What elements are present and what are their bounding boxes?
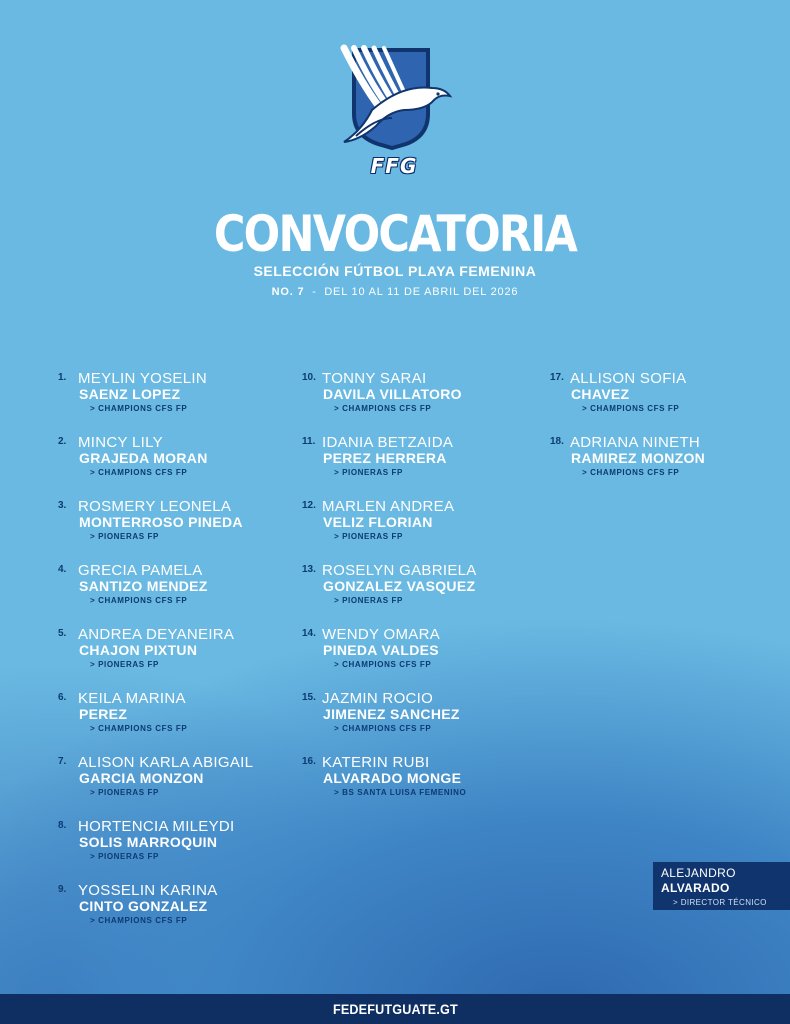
- player-club: > CHAMPIONS CFS FP: [582, 404, 680, 413]
- player-last-name: PEREZ HERRERA: [323, 450, 447, 466]
- player-first-name: WENDY OMARA: [322, 626, 441, 643]
- player-club: > CHAMPIONS CFS FP: [334, 404, 432, 413]
- player-club: > PIONERAS FP: [334, 468, 403, 477]
- player-number: 17.: [550, 372, 564, 383]
- player-first-name: YOSSELIN KARINA: [78, 882, 218, 899]
- player-first-name: ADRIANA NINETH: [570, 434, 701, 451]
- call-number: NO. 7: [271, 286, 305, 298]
- player-last-name: SAENZ LOPEZ: [79, 386, 181, 402]
- player-first-name: MARLEN ANDREA: [322, 498, 455, 515]
- page-subtitle: SELECCIÓN FÚTBOL PLAYA FEMENINA: [253, 263, 537, 279]
- player-number: 18.: [550, 436, 564, 447]
- footer-bar: [0, 994, 790, 1024]
- player-number: 15.: [302, 692, 316, 703]
- player-club: > CHAMPIONS CFS FP: [90, 468, 188, 477]
- player-number: 1.: [58, 372, 67, 383]
- player-number: 14.: [302, 628, 316, 639]
- ffg-logo: [332, 44, 456, 178]
- coach-last-name: ALVARADO: [661, 881, 730, 895]
- player-last-name: VELIZ FLORIAN: [323, 514, 433, 530]
- player-club: > BS SANTA LUISA FEMENINO: [334, 788, 467, 797]
- player-last-name: CINTO GONZALEZ: [79, 898, 208, 914]
- player-club: > CHAMPIONS CFS FP: [582, 468, 680, 477]
- player-last-name: GRAJEDA MORAN: [79, 450, 208, 466]
- player-first-name: MEYLIN YOSELIN: [78, 370, 207, 387]
- player-number: 9.: [58, 884, 67, 895]
- player-number: 13.: [302, 564, 316, 575]
- player-last-name: MONTERROSO PINEDA: [79, 514, 243, 530]
- date-range: DEL 10 AL 11 DE ABRIL DEL 2026: [324, 286, 519, 298]
- logo-text: FFG: [370, 154, 418, 178]
- player-first-name: JAZMIN ROCIO: [322, 690, 434, 707]
- player-last-name: DAVILA VILLATORO: [323, 386, 462, 402]
- player-number: 12.: [302, 500, 316, 511]
- player-number: 2.: [58, 436, 67, 447]
- player-last-name: PINEDA VALDES: [323, 642, 439, 658]
- player-first-name: ANDREA DEYANEIRA: [78, 626, 235, 643]
- footer-website: FEDEFUTGUATE.GT: [332, 1001, 458, 1017]
- player-first-name: ALISON KARLA ABIGAIL: [78, 754, 254, 771]
- player-first-name: GRECIA PAMELA: [78, 562, 203, 579]
- player-club: > PIONERAS FP: [334, 532, 403, 541]
- player-club: > CHAMPIONS CFS FP: [90, 596, 188, 605]
- player-number: 3.: [58, 500, 67, 511]
- player-first-name: IDANIA BETZAIDA: [322, 434, 454, 451]
- player-club: > PIONERAS FP: [334, 596, 403, 605]
- player-number: 4.: [58, 564, 67, 575]
- player-last-name: SANTIZO MENDEZ: [79, 578, 208, 594]
- page-title: CONVOCATORIA: [213, 205, 577, 263]
- player-club: > CHAMPIONS CFS FP: [90, 916, 188, 925]
- dates-separator: -: [312, 286, 317, 298]
- player-first-name: ROSELYN GABRIELA: [322, 562, 477, 579]
- player-last-name: RAMIREZ MONZON: [571, 450, 706, 466]
- ffg-crest-icon: [332, 44, 456, 154]
- player-club: > PIONERAS FP: [90, 852, 159, 861]
- player-last-name: SOLIS MARROQUIN: [79, 834, 218, 850]
- player-club: > CHAMPIONS CFS FP: [90, 404, 188, 413]
- player-first-name: TONNY SARAI: [322, 370, 427, 387]
- player-number: 11.: [302, 436, 316, 447]
- player-first-name: KEILA MARINA: [78, 690, 186, 707]
- player-club: > PIONERAS FP: [90, 532, 159, 541]
- player-number: 8.: [58, 820, 67, 831]
- coach-first-name: ALEJANDRO: [661, 866, 736, 880]
- coach-card: [653, 862, 790, 910]
- player-number: 5.: [58, 628, 67, 639]
- player-first-name: MINCY LILY: [78, 434, 163, 451]
- player-last-name: PEREZ: [79, 706, 128, 722]
- event-dates: [0, 286, 790, 298]
- player-number: 16.: [302, 756, 316, 767]
- player-first-name: ALLISON SOFIA: [570, 370, 687, 387]
- player-club: > CHAMPIONS CFS FP: [90, 724, 188, 733]
- player-first-name: ROSMERY LEONELA: [78, 498, 232, 515]
- coach-role: > DIRECTOR TÉCNICO: [673, 898, 767, 907]
- player-last-name: ALVARADO MONGE: [323, 770, 462, 786]
- player-first-name: KATERIN RUBI: [322, 754, 430, 771]
- player-last-name: GONZALEZ VASQUEZ: [323, 578, 476, 594]
- player-club: > CHAMPIONS CFS FP: [334, 724, 432, 733]
- player-club: > CHAMPIONS CFS FP: [334, 660, 432, 669]
- player-last-name: CHAJON PIXTUN: [79, 642, 198, 658]
- player-number: 6.: [58, 692, 67, 703]
- player-first-name: HORTENCIA MILEYDI: [78, 818, 235, 835]
- player-number: 7.: [58, 756, 67, 767]
- player-club: > PIONERAS FP: [90, 660, 159, 669]
- player-last-name: GARCIA MONZON: [79, 770, 204, 786]
- player-last-name: JIMENEZ SANCHEZ: [323, 706, 460, 722]
- player-number: 10.: [302, 372, 316, 383]
- player-last-name: CHAVEZ: [571, 386, 630, 402]
- player-club: > PIONERAS FP: [90, 788, 159, 797]
